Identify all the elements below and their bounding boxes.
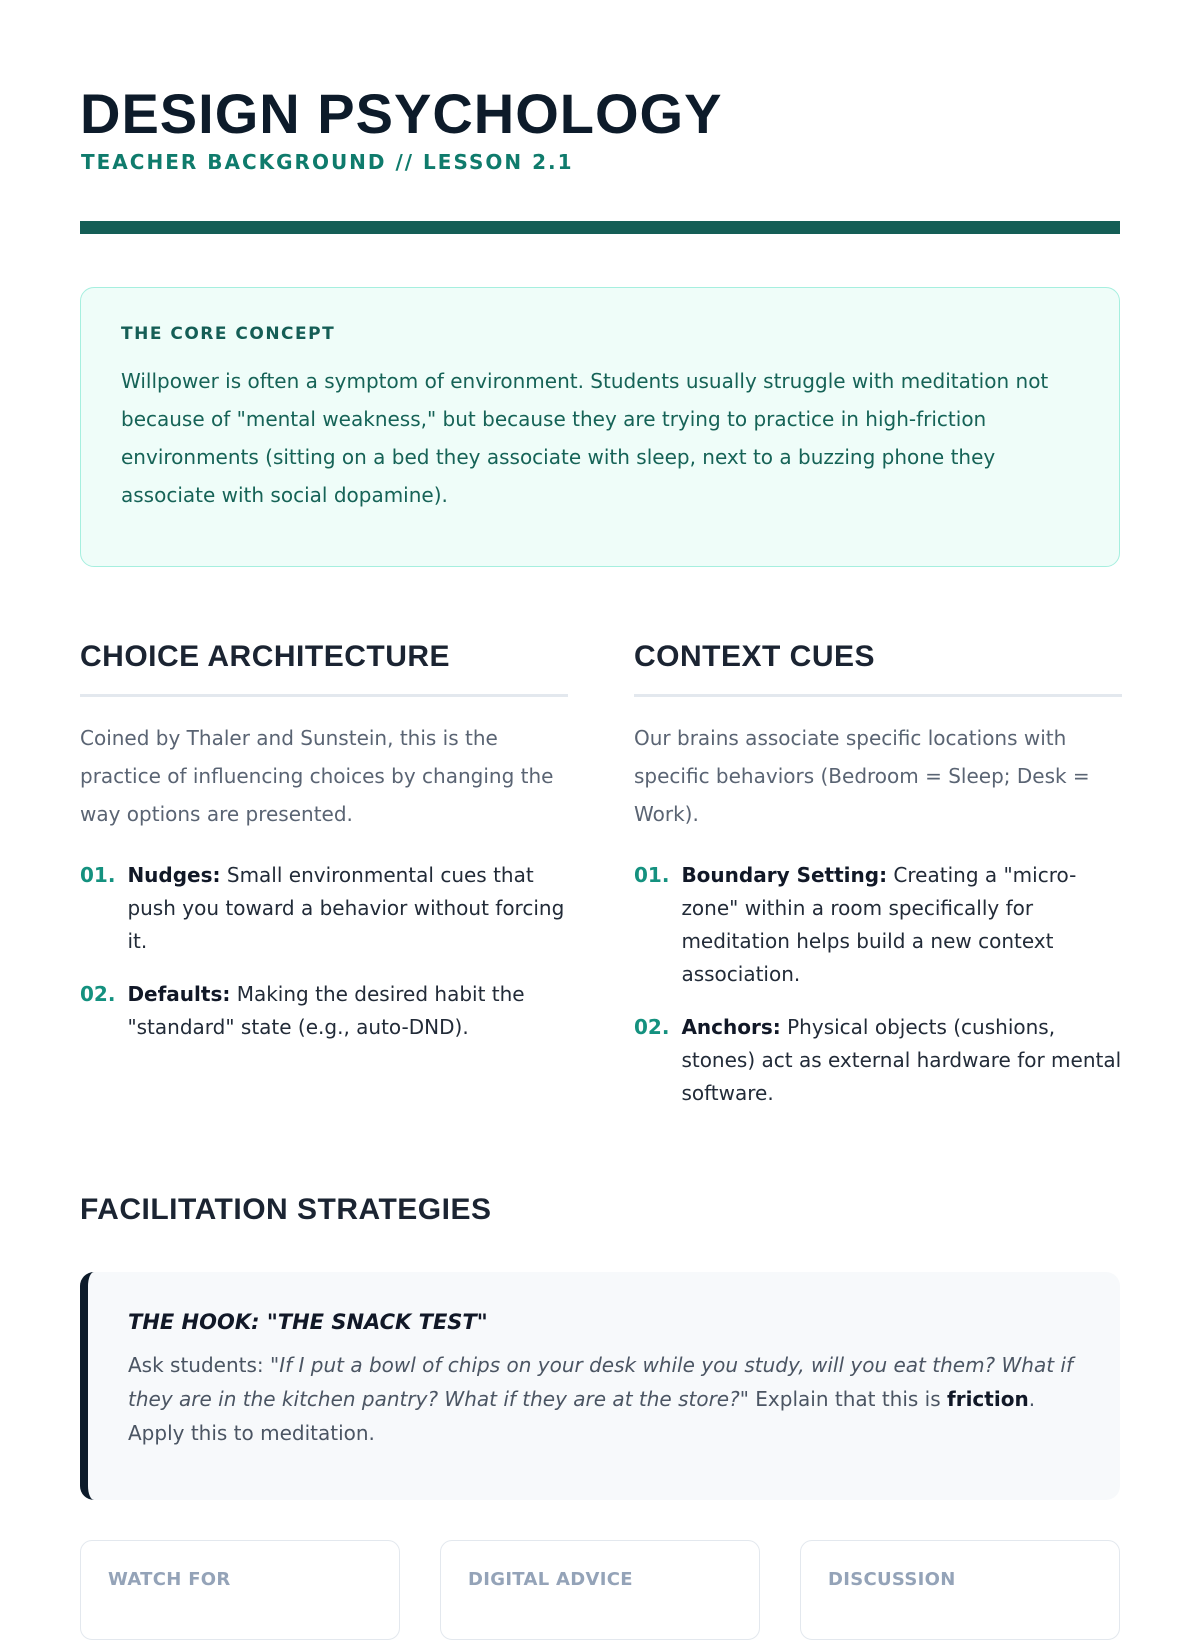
list-desc: Making the desired habit the "standard" state (e.g., auto-DND). [127,982,525,1039]
core-concept-text: Willpower is often a symptom of environment. Students usually struggle with meditation not because of "mental weakness," but because they are trying to practice in high-friction environments (sitting on a bed they associate with sleep, next to a buzzing phone they associate with social dopamine). [121,369,1049,507]
watch-for-card [80,1540,400,1640]
hook-text [128,1348,1080,1450]
context-cues-section [634,640,1122,1130]
choice-architecture-intro: Coined by Thaler and Sunstein, this is the practice of influencing choices by changing the way options are presented. [80,726,554,826]
hook-title: THE HOOK: "THE SNACK TEST" [128,1310,488,1334]
hook-end: . Apply this to meditation. [128,1387,1036,1445]
list-item [634,1011,1122,1110]
hook-bold: friction [947,1387,1029,1411]
hook-callout [80,1272,1120,1500]
hook-mid: Explain that this is [748,1387,948,1411]
list-text [681,859,1122,991]
list-number: 01. [80,863,116,887]
choice-architecture-list [80,859,568,1044]
list-term: Anchors: [681,1015,781,1039]
list-text [127,978,568,1044]
list-text [681,1011,1122,1110]
hook-quote: "If I put a bowl of chips on your desk while you study, will you eat them? What if they are in the kitchen pantry? What if they are at the store?" [128,1353,1074,1411]
list-text [127,859,568,958]
page-title: DESIGN PSYCHOLOGY [80,82,723,145]
context-cues-heading: CONTEXT CUES [634,640,1122,697]
list-desc: Small environmental cues that push you toward a behavior without forcing it. [127,863,565,953]
page-subtitle: TEACHER BACKGROUND // LESSON 2.1 [81,150,574,174]
digital-advice-card [440,1540,760,1640]
context-cues-list [634,859,1122,1110]
hook-lead: Ask students: [128,1353,271,1377]
list-number: 02. [634,1015,670,1039]
list-term: Boundary Setting: [681,863,888,887]
discussion-card [800,1540,1120,1640]
card-label: DIGITAL ADVICE [468,1569,633,1590]
list-number: 01. [634,863,670,887]
core-concept-box [80,287,1120,567]
list-term: Nudges: [127,863,221,887]
list-desc: Creating a "micro-zone" within a room specifically for meditation helps build a new context association. [681,863,1077,986]
context-cues-intro: Our brains associate specific locations with specific behaviors (Bedroom = Sleep; Desk = Work). [634,726,1090,826]
list-item [80,859,568,958]
choice-architecture-section [80,640,568,1064]
list-number: 02. [80,982,116,1006]
choice-architecture-heading: CHOICE ARCHITECTURE [80,640,568,697]
facilitation-heading: FACILITATION STRATEGIES [80,1193,492,1226]
list-item [634,859,1122,991]
list-desc: Physical objects (cushions, stones) act as external hardware for mental software. [681,1015,1122,1105]
card-label: DISCUSSION [828,1569,956,1590]
list-item [80,978,568,1044]
list-term: Defaults: [127,982,231,1006]
header-divider [80,221,1120,234]
card-label: WATCH FOR [108,1569,231,1590]
core-concept-label: THE CORE CONCEPT [121,324,336,344]
